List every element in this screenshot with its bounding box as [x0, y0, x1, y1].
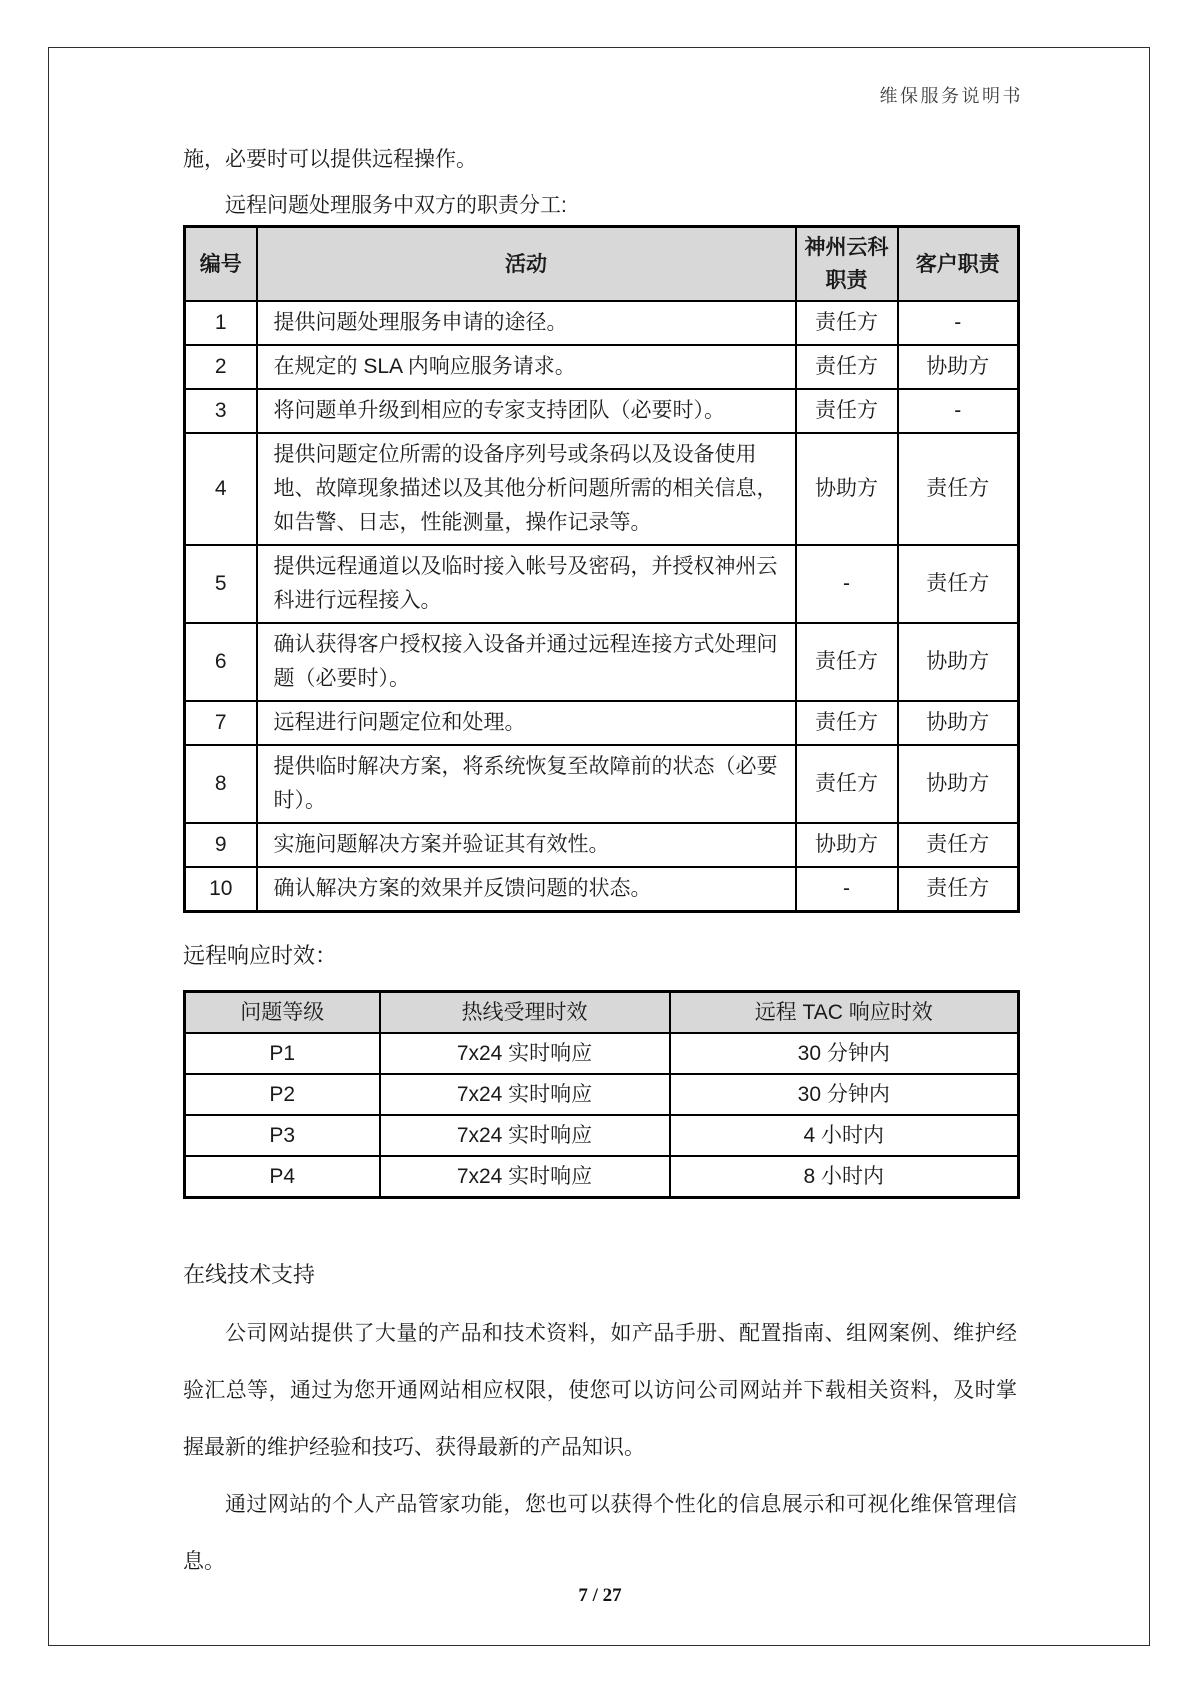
customer-role-cell: 责任方 [898, 823, 1019, 867]
customer-role-cell: 责任方 [898, 433, 1019, 545]
response-time-table [183, 990, 1020, 1199]
column-header-hotline-sla: 热线受理时效 [380, 992, 670, 1034]
table-row [185, 389, 1019, 433]
tac-sla-cell: 4 小时内 [670, 1115, 1019, 1156]
customer-role-cell: 责任方 [898, 545, 1019, 623]
table-row [185, 701, 1019, 745]
hotline-sla-cell: 7x24 实时响应 [380, 1156, 670, 1198]
tac-sla-cell: 30 分钟内 [670, 1074, 1019, 1115]
table-row [185, 433, 1019, 545]
vendor-role-cell: 责任方 [796, 345, 898, 389]
row-number-cell: 4 [185, 433, 257, 545]
table-row [185, 301, 1019, 345]
table-row [185, 1074, 1019, 1115]
activity-cell: 提供问题处理服务申请的途径。 [257, 301, 796, 345]
table-row [185, 867, 1019, 912]
row-number-cell: 9 [185, 823, 257, 867]
online-support-heading: 在线技术支持 [183, 1262, 316, 1287]
online-support-paragraph-2: 通过网站的个人产品管家功能，您也可以获得个性化的信息展示和可视化维保管理信息。 [183, 1493, 1017, 1573]
intro-continuation-line: 施，必要时可以提供远程操作。 [183, 148, 477, 171]
activity-cell: 确认解决方案的效果并反馈问题的状态。 [257, 867, 796, 912]
responsibility-table-header-row [185, 227, 1019, 302]
hotline-sla-cell: 7x24 实时响应 [380, 1033, 670, 1074]
customer-role-cell: 协助方 [898, 345, 1019, 389]
activity-cell: 在规定的 SLA 内响应服务请求。 [257, 345, 796, 389]
vendor-role-cell: 责任方 [796, 745, 898, 823]
column-header-number: 编号 [185, 227, 257, 302]
responsibility-table-caption: 远程问题处理服务中双方的职责分工: [225, 194, 567, 217]
problem-level-cell: P4 [185, 1156, 380, 1198]
customer-role-cell: 协助方 [898, 623, 1019, 701]
column-header-customer-role: 客户职责 [898, 227, 1019, 302]
row-number-cell: 3 [185, 389, 257, 433]
row-number-cell: 7 [185, 701, 257, 745]
activity-cell: 提供问题定位所需的设备序列号或条码以及设备使用地、故障现象描述以及其他分析问题所需的相关信息，如告警、日志，性能测量，操作记录等。 [257, 433, 796, 545]
table-row [185, 1033, 1019, 1074]
table-row [185, 745, 1019, 823]
vendor-role-cell: 责任方 [796, 301, 898, 345]
activity-cell: 确认获得客户授权接入设备并通过远程连接方式处理问题（必要时）。 [257, 623, 796, 701]
response-time-header-row [185, 992, 1019, 1034]
vendor-role-cell: 协助方 [796, 823, 898, 867]
row-number-cell: 5 [185, 545, 257, 623]
table-row [185, 1156, 1019, 1198]
customer-role-cell: - [898, 389, 1019, 433]
row-number-cell: 6 [185, 623, 257, 701]
table-row [185, 1115, 1019, 1156]
column-header-tac-sla: 远程 TAC 响应时效 [670, 992, 1019, 1034]
vendor-role-cell: 协助方 [796, 433, 898, 545]
activity-cell: 提供临时解决方案，将系统恢复至故障前的状态（必要时）。 [257, 745, 796, 823]
tac-sla-cell: 8 小时内 [670, 1156, 1019, 1198]
vendor-role-cell: - [796, 545, 898, 623]
problem-level-cell: P1 [185, 1033, 380, 1074]
online-support-paragraph-1: 公司网站提供了大量的产品和技术资料，如产品手册、配置指南、组网案例、维护经验汇总等，通过为您开通网站相应权限，使您可以访问公司网站并下载相关资料，及时掌握最新的维护经验和技巧、获得最新的产品知识。 [183, 1322, 1017, 1459]
row-number-cell: 10 [185, 867, 257, 912]
table-row [185, 545, 1019, 623]
customer-role-cell: 协助方 [898, 745, 1019, 823]
vendor-role-cell: 责任方 [796, 701, 898, 745]
page-number: 7 / 27 [578, 1585, 622, 1606]
tac-sla-cell: 30 分钟内 [670, 1033, 1019, 1074]
vendor-role-cell: 责任方 [796, 389, 898, 433]
problem-level-cell: P2 [185, 1074, 380, 1115]
hotline-sla-cell: 7x24 实时响应 [380, 1074, 670, 1115]
row-number-cell: 2 [185, 345, 257, 389]
row-number-cell: 1 [185, 301, 257, 345]
hotline-sla-cell: 7x24 实时响应 [380, 1115, 670, 1156]
activity-cell: 将问题单升级到相应的专家支持团队（必要时）。 [257, 389, 796, 433]
problem-level-cell: P3 [185, 1115, 380, 1156]
column-header-activity: 活动 [257, 227, 796, 302]
activity-cell: 远程进行问题定位和处理。 [257, 701, 796, 745]
page-content [183, 47, 1017, 1590]
activity-cell: 实施问题解决方案并验证其有效性。 [257, 823, 796, 867]
column-header-vendor-role: 神州云科职责 [796, 227, 898, 302]
table-row [185, 823, 1019, 867]
document-header-title: 维保服务说明书 [879, 86, 1023, 106]
responsibility-table [183, 225, 1020, 913]
column-header-problem-level: 问题等级 [185, 992, 380, 1034]
table-row [185, 345, 1019, 389]
activity-cell: 提供远程通道以及临时接入帐号及密码，并授权神州云科进行远程接入。 [257, 545, 796, 623]
response-time-heading: 远程响应时效： [183, 943, 338, 968]
vendor-role-cell: - [796, 867, 898, 912]
customer-role-cell: 责任方 [898, 867, 1019, 912]
vendor-role-cell: 责任方 [796, 623, 898, 701]
table-row [185, 623, 1019, 701]
customer-role-cell: - [898, 301, 1019, 345]
customer-role-cell: 协助方 [898, 701, 1019, 745]
row-number-cell: 8 [185, 745, 257, 823]
